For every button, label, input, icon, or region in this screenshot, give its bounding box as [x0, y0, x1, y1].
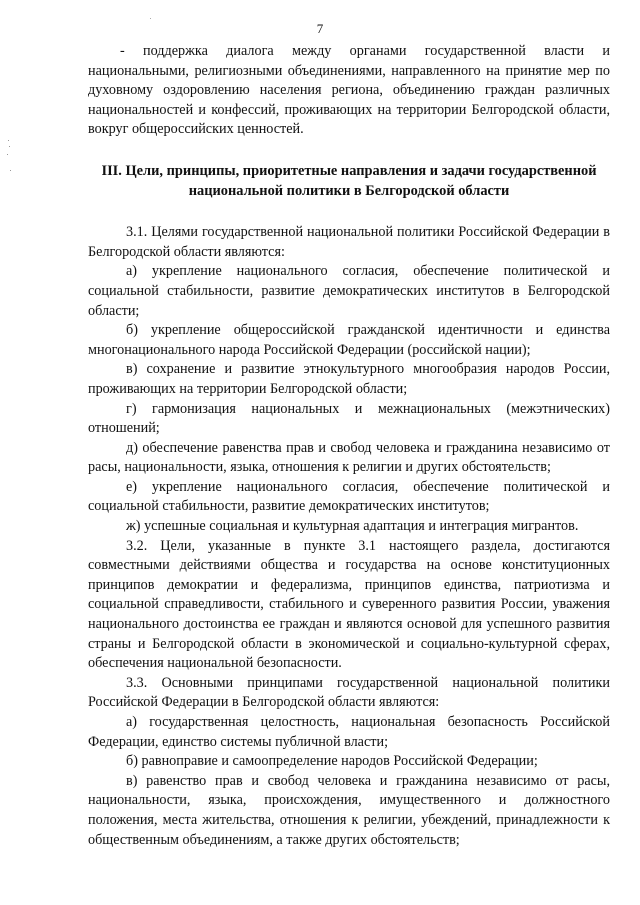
scan-artifact [6, 140, 12, 180]
paragraph: е) укрепление национального согласия, обеспечение политической и социальной стабильности, развитие демократических институтов; [88, 478, 610, 515]
paragraph: 3.1. Целями государственной национальной политики Российской Федерации в Белгородской области являются: [88, 224, 610, 260]
paragraph: б) укрепление общероссийской гражданской идентичности и единства многонационального народа Российской Федерации (российской нации); [88, 322, 610, 358]
scan-artifact [150, 18, 151, 19]
paragraph: б) равноправие и самоопределение народов Российской Федерации; [126, 753, 538, 770]
paragraph: д) обеспечение равенства прав и свобод человека и гражданина независимо от расы, национальности, языка, отношения к религии и других обстоятельств; [88, 439, 610, 476]
paragraph: а) укрепление национального согласия, обеспечение политической и социальной стабильности, развитие демократических институтов в Белгородской области; [88, 263, 610, 319]
paragraph: в) равенство прав и свобод человека и гражданина независимо от расы, национальности, языка, происхождения, имущественного и должностного положения, места жительства, отношения к религии, убеждений, принадлежности к общественным объединениям, а также других обстоятельств; [88, 772, 610, 848]
paragraph: 3.2. Цели, указанные в пункте 3.1 настоящего раздела, достигаются совместными действиями общества и государства на основе конституционных принципов демократии и федерализма, принципов единства, патриотизма и социальной справедливости, стабильного и суверенного развития России, уважения национального достоинства ее граждан и являются основой для успешного развития страны и Белгородской области в экономической и социально-культурной сферах, обеспечения национальной безопасности. [88, 537, 610, 672]
document-body [88, 42, 610, 850]
paragraph: а) государственная целостность, национальная безопасность Российской Федерации, единство системы публичной власти; [88, 714, 610, 750]
paragraph: в) сохранение и развитие этнокультурного многообразия народов России, проживающих на территории Белгородской области; [88, 361, 610, 397]
section-heading: III. Цели, принципы, приоритетные направления и задачи государственной национальной политики в Белгородской области [101, 162, 597, 199]
page-number: 7 [316, 21, 324, 36]
paragraph: г) гармонизация национальных и межнациональных (межэтнических) отношений; [88, 400, 610, 437]
paragraph: ж) успешные социальная и культурная адаптация и интеграция мигрантов. [126, 518, 579, 535]
intro-paragraph: - поддержка диалога между органами государственной власти и национальными, религиозными объединениями, направленного на принятие мер по духовному оздоровлению населения региона, объединению граждан различных национальностей и конфессий, проживающих на территории Белгородской области, вокруг общероссийских ценностей. [88, 43, 610, 138]
paragraph-list [88, 223, 610, 850]
paragraph: 3.3. Основными принципами государственной национальной политики Российской Федерации в Белгородской области являются: [88, 674, 610, 711]
